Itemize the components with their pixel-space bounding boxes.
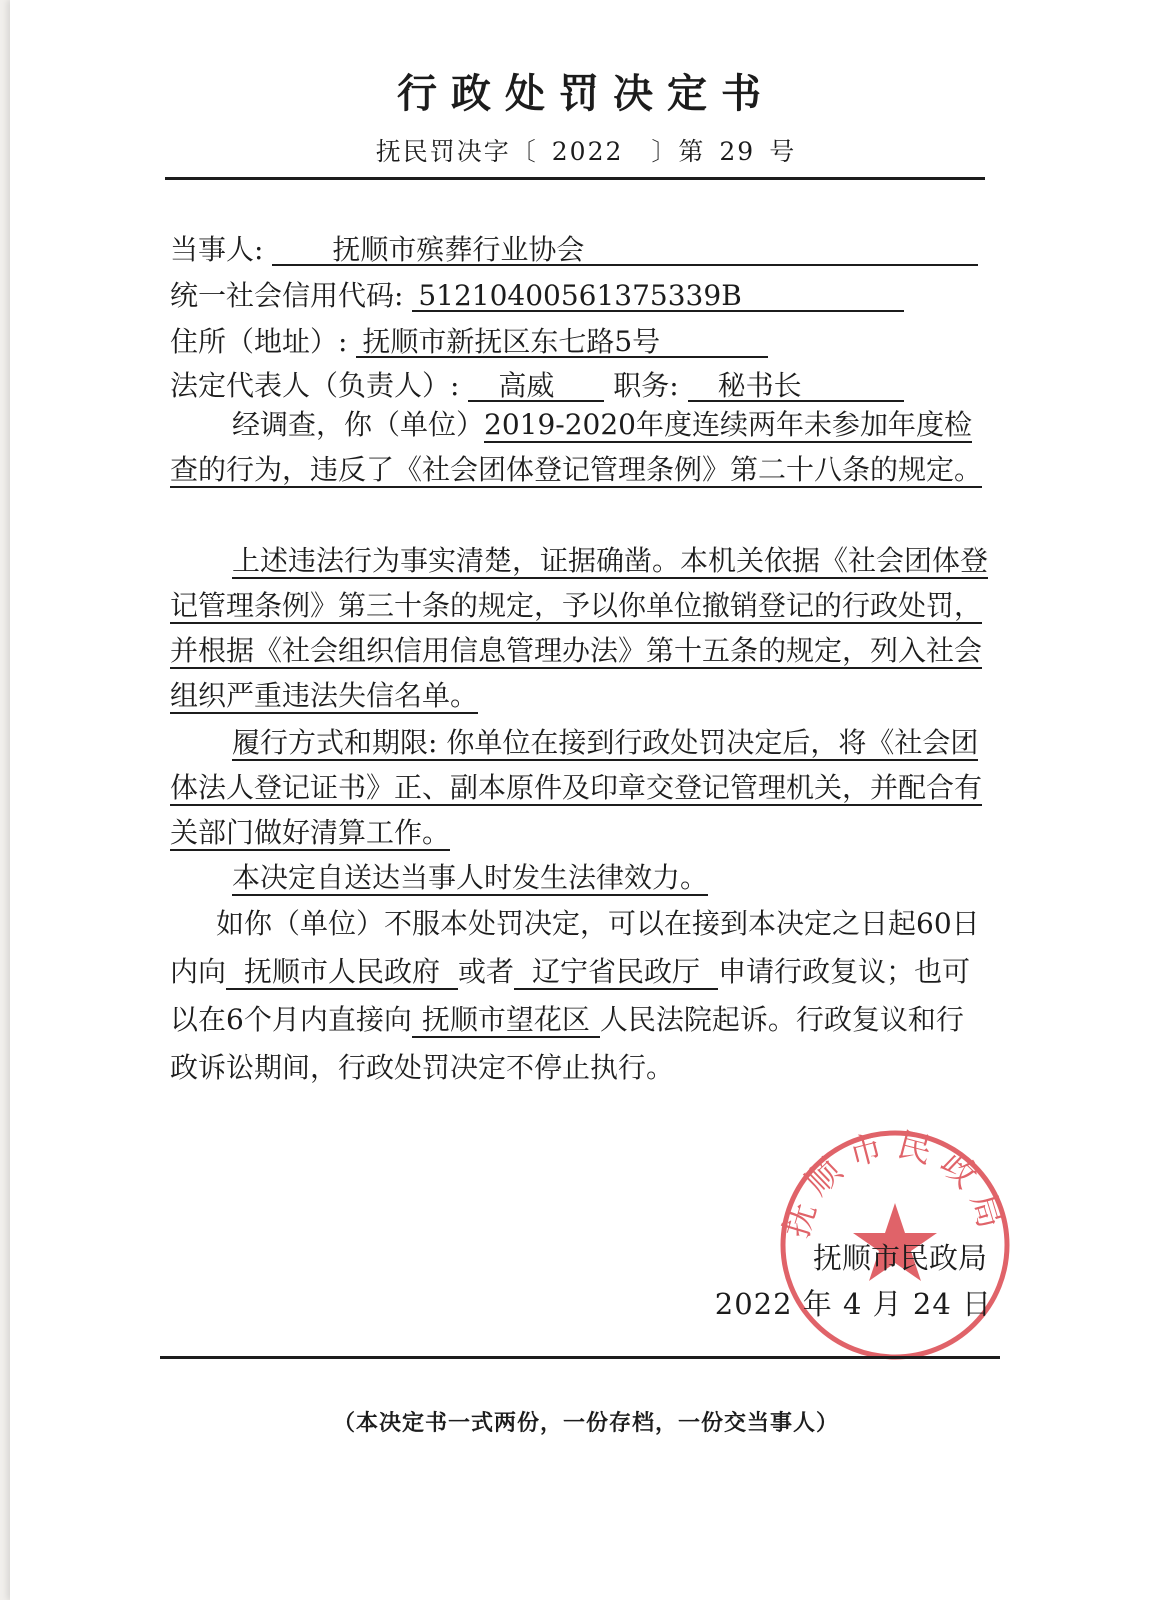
p2-body: 上述违法行为事实清楚，证据确凿。本机关依据《社会团体登记管理条例》第三十条的规定，予以你单位撤销登记的行政处罚，并根据《社会组织信用信息管理办法》第十五条的规定，列入社会组织严重违法失信名单。 — [170, 544, 989, 712]
header-divider — [165, 177, 985, 180]
paragraph-penalty — [170, 538, 988, 718]
paragraph-investigation — [170, 402, 988, 492]
document-page — [10, 0, 1162, 1600]
address-field — [170, 320, 768, 360]
p4-body: 本决定自送达当事人时发生法律效力。 — [232, 861, 709, 894]
address-label: 住所（地址）: — [170, 325, 348, 358]
p5-b: 或者 — [458, 955, 515, 988]
credit-code-field — [170, 274, 904, 314]
docno-end: 号 — [769, 137, 797, 166]
p5-org1: 抚顺市人民政府 — [226, 955, 458, 990]
p5-org3: 抚顺市望花区 — [412, 1003, 600, 1038]
document-number — [10, 132, 1162, 168]
docno-number: 29 — [719, 137, 756, 166]
party-field — [170, 228, 978, 268]
representative-label: 法定代表人（负责人）: — [170, 369, 460, 402]
footnote: （本决定书一式两份，一份存档，一份交当事人） — [332, 1411, 839, 1436]
position-value: 秘书长 — [688, 371, 904, 402]
representative-name: 高威 — [468, 371, 604, 402]
credit-code-label: 统一社会信用代码: — [170, 279, 404, 312]
p5-d: 人民法院起诉。行政复议和行政诉讼期间，行政处罚决定不停止执行。 — [170, 1003, 964, 1084]
party-value: 抚顺市殡葬行业协会 — [272, 235, 978, 266]
p5-org2: 辽宁省民政厅 — [514, 955, 718, 990]
footer-divider — [160, 1356, 1000, 1359]
docno-suffix: 〕第 — [651, 137, 706, 166]
paragraph-performance — [170, 720, 988, 855]
credit-code-value: 51210400561375339B — [412, 281, 904, 312]
p3-body: 履行方式和期限: 你单位在接到行政处罚决定后，将《社会团体法人登记证书》正、副本原件及印章交登记管理机关，并配合有关部门做好清算工作。 — [170, 726, 983, 849]
paragraph-effect — [170, 855, 988, 900]
docno-prefix: 抚民罚决字〔 — [375, 137, 538, 166]
position-label: 职务: — [613, 369, 679, 402]
p5-c: 申请行政复议；也可以在6个月内直接向 — [170, 955, 971, 1036]
p1-body: 2019-2020年度连续两年未参加年度检查的行为，违反了《社会团体登记管理条例》第二十八条的规定。 — [170, 408, 983, 486]
seal-text: 抚顺市民政局 — [776, 1125, 1014, 1243]
party-label: 当事人: — [170, 233, 264, 266]
issuing-authority: 抚顺市民政局 — [812, 1241, 987, 1275]
document-title: 行政处罚决定书 — [397, 71, 775, 117]
docno-year: 2022 — [551, 137, 624, 166]
paragraph-appeal — [170, 900, 988, 1092]
p1-lead: 经调查，你（单位） — [232, 408, 485, 441]
p5-a: 如你（单位）不服本处罚决定，可以在接到本决定之日起60日内向 — [170, 907, 980, 988]
address-value: 抚顺市新抚区东七路5号 — [356, 327, 768, 358]
issue-date: 2022 年 4 月 24 日 — [714, 1287, 992, 1321]
representative-field — [170, 364, 904, 404]
